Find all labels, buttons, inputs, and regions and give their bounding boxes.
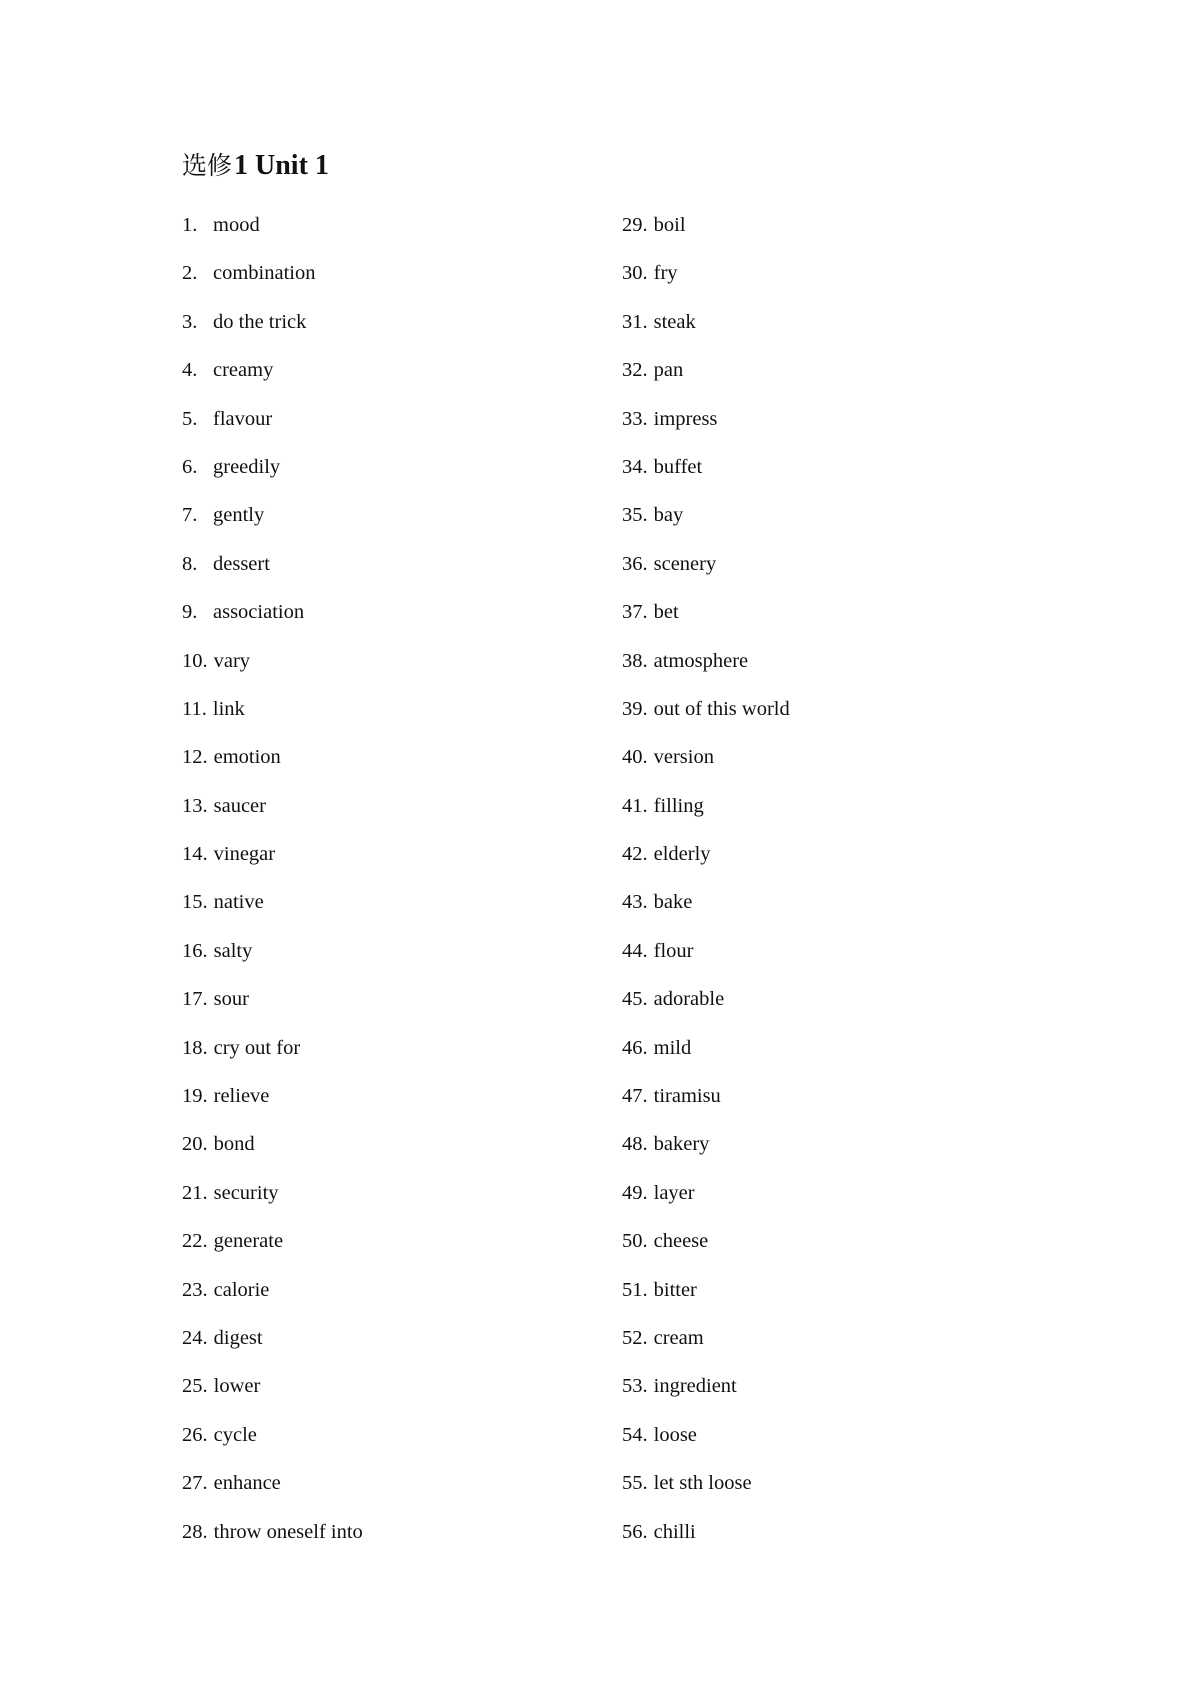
vocab-item — [182, 546, 363, 594]
vocab-item — [182, 1417, 363, 1465]
vocab-word: greedily — [213, 455, 281, 478]
vocab-word: bond — [213, 1133, 255, 1156]
vocab-number: 40. — [622, 746, 648, 769]
vocab-number: 44. — [622, 939, 648, 962]
vocab-item — [622, 255, 790, 303]
vocab-word: version — [653, 746, 714, 769]
vocab-number: 13. — [182, 794, 208, 817]
vocab-item — [622, 691, 790, 739]
vocab-item — [182, 207, 363, 255]
vocab-number: 10. — [182, 649, 208, 672]
vocab-item — [182, 884, 363, 932]
vocab-word: cry out for — [213, 1036, 301, 1059]
vocab-word: saucer — [213, 794, 266, 817]
vocab-word: mild — [653, 1036, 692, 1059]
vocab-word: impress — [653, 407, 718, 430]
vocab-item — [182, 836, 363, 884]
vocab-item — [182, 643, 363, 691]
vocab-word: ingredient — [653, 1375, 737, 1398]
vocab-number: 17. — [182, 988, 208, 1011]
vocab-number: 39. — [622, 697, 648, 720]
vocab-number: 38. — [622, 649, 648, 672]
vocab-item — [622, 884, 790, 932]
vocab-number: 50. — [622, 1230, 648, 1253]
vocab-item — [622, 1514, 790, 1562]
vocab-word: chilli — [653, 1520, 696, 1543]
vocab-number: 15. — [182, 891, 208, 914]
vocab-number: 41. — [622, 794, 648, 817]
vocab-number: 20. — [182, 1133, 208, 1156]
vocab-item — [622, 1417, 790, 1465]
vocab-item — [182, 1514, 363, 1562]
vocab-item — [622, 739, 790, 787]
vocab-number: 7. — [182, 504, 198, 527]
vocab-item — [182, 739, 363, 787]
vocab-word: creamy — [213, 359, 274, 382]
vocab-number: 29. — [622, 214, 648, 236]
vocab-number: 22. — [182, 1230, 208, 1253]
vocab-number: 18. — [182, 1036, 208, 1059]
vocab-word: flavour — [213, 407, 273, 430]
vocab-item — [182, 981, 363, 1029]
vocab-item — [622, 1465, 790, 1513]
vocab-item — [622, 1175, 790, 1223]
vocab-word: salty — [213, 939, 253, 962]
vocab-word: layer — [653, 1181, 695, 1204]
vocab-item — [182, 594, 363, 642]
vocab-word: cream — [653, 1326, 704, 1349]
vocab-number: 33. — [622, 407, 648, 430]
vocab-word: fry — [653, 262, 678, 285]
vocab-word: lower — [213, 1375, 261, 1398]
vocab-number: 30. — [622, 262, 648, 285]
vocab-word: do the trick — [213, 310, 307, 333]
vocab-item — [182, 1223, 363, 1271]
vocab-item — [622, 1030, 790, 1078]
vocab-item — [622, 1320, 790, 1368]
vocab-word: let sth loose — [653, 1472, 752, 1495]
vocab-number: 34. — [622, 455, 648, 478]
vocab-number: 14. — [182, 843, 208, 866]
vocab-number: 25. — [182, 1375, 208, 1398]
vocab-number: 43. — [622, 891, 648, 914]
vocab-word: filling — [653, 794, 704, 817]
vocab-word: scenery — [653, 552, 717, 575]
vocab-word: cycle — [213, 1423, 257, 1446]
vocab-word: flour — [653, 939, 694, 962]
vocab-word: association — [213, 601, 305, 624]
vocab-number: 19. — [182, 1085, 208, 1108]
vocab-number: 42. — [622, 843, 648, 866]
title-chinese: 选修 — [182, 151, 233, 180]
vocab-number: 55. — [622, 1472, 648, 1495]
vocab-number: 49. — [622, 1181, 648, 1204]
vocab-word: elderly — [653, 843, 711, 866]
vocab-word: enhance — [213, 1472, 281, 1495]
vocab-word: buffet — [653, 455, 703, 478]
vocab-number: 12. — [182, 746, 208, 769]
vocab-word: native — [213, 891, 264, 914]
vocab-word: pan — [653, 359, 684, 382]
vocab-number: 51. — [622, 1278, 648, 1301]
vocab-item — [182, 1465, 363, 1513]
vocab-word: bake — [653, 891, 693, 914]
vocab-number: 2. — [182, 262, 198, 285]
vocab-word: dessert — [213, 552, 270, 575]
vocab-number: 21. — [182, 1181, 208, 1204]
vocab-item — [622, 304, 790, 352]
vocab-word: bet — [653, 601, 679, 624]
vocab-item — [622, 352, 790, 400]
vocab-number: 5. — [182, 407, 198, 430]
vocab-word: out of this world — [653, 697, 790, 720]
vocab-number: 37. — [622, 601, 648, 624]
vocab-item — [622, 594, 790, 642]
vocab-column-right — [622, 207, 790, 1562]
vocab-item — [622, 207, 790, 255]
vocab-number: 32. — [622, 359, 648, 382]
vocab-item — [622, 449, 790, 497]
vocab-item — [622, 933, 790, 981]
vocab-item — [622, 981, 790, 1029]
vocab-word: atmosphere — [653, 649, 749, 672]
vocab-number: 36. — [622, 552, 648, 575]
vocab-item — [182, 1126, 363, 1174]
vocab-item — [182, 691, 363, 739]
vocab-item — [622, 497, 790, 545]
vocab-word: combination — [213, 262, 316, 285]
vocab-word: cheese — [653, 1230, 709, 1253]
vocab-number: 26. — [182, 1423, 208, 1446]
vocab-word: calorie — [213, 1278, 270, 1301]
title-unit: 1 Unit 1 — [234, 150, 329, 181]
vocab-word: mood — [213, 214, 260, 236]
vocab-number: 45. — [622, 988, 648, 1011]
vocab-item — [622, 546, 790, 594]
vocab-word: gently — [213, 504, 265, 527]
vocab-word: vary — [213, 649, 251, 672]
vocab-number: 56. — [622, 1520, 648, 1543]
vocab-item — [622, 1078, 790, 1126]
vocab-word: steak — [653, 310, 696, 333]
vocab-word: link — [212, 697, 245, 720]
vocab-word: boil — [653, 214, 686, 236]
vocab-word: bakery — [653, 1133, 710, 1156]
vocab-item — [182, 352, 363, 400]
vocab-number: 35. — [622, 504, 648, 527]
vocab-word: emotion — [213, 746, 281, 769]
vocab-word: bay — [653, 504, 684, 527]
vocab-word: loose — [653, 1423, 697, 1446]
vocab-word: generate — [213, 1230, 284, 1253]
vocab-item — [182, 1320, 363, 1368]
vocab-word: digest — [213, 1326, 263, 1349]
vocab-item — [622, 1126, 790, 1174]
vocab-word: vinegar — [213, 843, 276, 866]
vocab-item — [622, 401, 790, 449]
vocab-item — [182, 449, 363, 497]
vocab-word: security — [213, 1181, 279, 1204]
vocab-number: 8. — [182, 552, 198, 575]
vocab-number: 24. — [182, 1326, 208, 1349]
vocab-item — [182, 1078, 363, 1126]
vocab-column-left — [182, 207, 363, 1562]
vocab-number: 31. — [622, 310, 648, 333]
vocab-item — [182, 788, 363, 836]
vocab-item — [622, 1368, 790, 1416]
vocab-number: 52. — [622, 1326, 648, 1349]
vocab-item — [182, 1175, 363, 1223]
vocab-number: 4. — [182, 359, 198, 382]
vocab-number: 53. — [622, 1375, 648, 1398]
vocab-number: 48. — [622, 1133, 648, 1156]
vocab-item — [182, 497, 363, 545]
vocab-number: 3. — [182, 310, 198, 333]
vocab-word: adorable — [653, 988, 725, 1011]
vocab-item — [622, 1272, 790, 1320]
vocab-item — [622, 788, 790, 836]
vocab-number: 9. — [182, 601, 198, 624]
vocab-word: throw oneself into — [213, 1520, 363, 1543]
vocab-word: tiramisu — [653, 1085, 721, 1108]
vocab-number: 54. — [622, 1423, 648, 1446]
vocab-number: 28. — [182, 1520, 208, 1543]
vocab-number: 16. — [182, 939, 208, 962]
vocab-item — [622, 836, 790, 884]
vocab-word: relieve — [213, 1085, 270, 1108]
vocab-word: sour — [213, 988, 249, 1011]
vocab-number: 27. — [182, 1472, 208, 1495]
vocab-number: 6. — [182, 455, 198, 478]
vocab-item — [182, 401, 363, 449]
vocab-number: 46. — [622, 1036, 648, 1059]
vocab-item — [182, 933, 363, 981]
vocab-item — [182, 1368, 363, 1416]
vocab-item — [182, 304, 363, 352]
vocab-number: 23. — [182, 1278, 208, 1301]
vocab-item — [182, 1272, 363, 1320]
page-title — [182, 148, 329, 183]
vocab-item — [622, 643, 790, 691]
vocab-item — [182, 255, 363, 303]
vocab-number: 11. — [182, 697, 207, 720]
vocab-word: bitter — [653, 1278, 697, 1301]
vocab-number: 1. — [182, 214, 198, 236]
vocab-item — [622, 1223, 790, 1271]
vocab-number: 47. — [622, 1085, 648, 1108]
vocab-item — [182, 1030, 363, 1078]
